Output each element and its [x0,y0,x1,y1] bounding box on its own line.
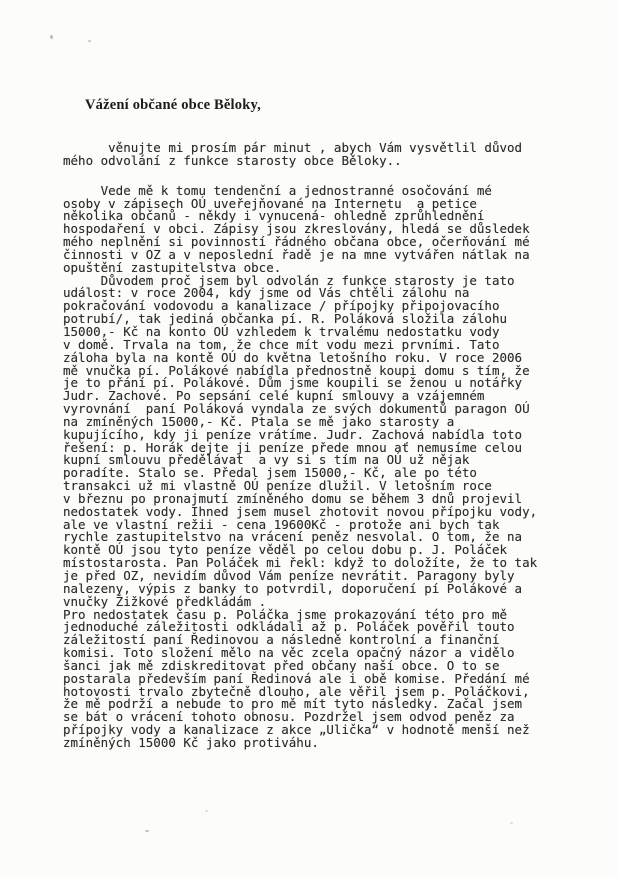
letter-line: hospodaření v obci. Zápisy jsou zkreslovány, hledá se důsledek [63,221,530,237]
letter-line: komisi. Toto složení mělo na věc zcela opačný názor a vidělo [63,645,515,661]
letter-line: osoby v zápisech OÚ uveřejňované na Internetu a petice [63,195,477,211]
scan-speck [50,35,53,39]
letter-line: přípojky vody a kanalizace z akce „Ulička“ v hodnotě menší než [63,722,530,738]
letter-line: je před OZ, nevidím důvod Vám peníze nevrátit. Paragony byly [63,568,515,583]
letter-line: Vede mě k tomu tendenční a jednostranné osočování mé [63,182,492,198]
letter-line: záležitostí paní Ředinovou a následně kontrolní a finanční [63,632,500,648]
letter-line: zmíněných 15000 Kč jako protiváhu. [63,734,319,750]
letter-line: pokračování vodovodu a kanalizace / přípojky připojovacího [63,298,500,314]
letter-line: Důvodem proč jsem byl odvolán z funkce starosty je tato [63,272,515,288]
letter-line: vyrovnání paní Poláková vyndala ze svých dokumentů paragon OÚ [63,401,530,417]
letter-line: je to přání pí. Polákové. Dům jsme koupili se ženou u notářky [63,375,523,391]
letter-line: se bát o vrácení tohoto obnosu. Pozdržel jsem odvod peněz za [63,709,515,725]
letter-line: kupní smlouvu předělávat a vy si s tím na OÚ už nějak [63,452,470,468]
scan-speck [510,822,513,824]
letter-body [63,142,537,750]
letter-salutation: Vážení občané obce Běloky, [85,97,261,113]
letter-line: mého odvolání z funkce starosty obce Běloky.. [63,152,402,168]
letter-line: potrubí/, tak jediná občanka pí. R. Poláková složila zálohu [63,311,508,327]
letter-line: několika občanů - někdy i vynucená- ohledně zprůhlednění [63,208,485,224]
letter-line: transakci už mi vlastně OÚ peníze dlužil. V letošním roce [63,478,492,494]
letter-line: mého neplnění si povinností řádného občana obce, očerňování mé [63,234,530,250]
letter-line: jednoduché záležitosti odkládali až p. Poláček pověřil touto [63,619,515,635]
letter-line: v domě. Trvala na tom, že chce mít vodu mezi prvními. Tato [63,336,500,352]
letter-line: záloha byla na kontě OÚ do května letošního roku. V roce 2006 [63,349,523,365]
letter-line: věnujte mi prosím pár minut , abych Vám vysvětlil důvod [63,140,523,155]
letter-line: mě vnučka pí. Polákové nabídla přednostně koupi domu s tím, že [63,362,530,378]
letter-line: místostarosta. Pan Poláček mi řekl: když to doložíte, že to tak [63,555,538,571]
letter-line: ale ve vlastní režii - cena 19600Kč - protože ani bych tak [63,516,500,532]
letter-line: postarala především paní Ředinová ale i obě komise. Předání mé [63,670,530,686]
letter-paragraph-reasons [63,182,537,275]
scan-speck [145,830,149,832]
letter-line: kontě OÚ jsou tyto peníze věděl po celou dobu p. J. Poláček [63,542,508,558]
letter-line: vnučky Žižkové předkládám . [63,593,267,609]
letter-line: kupujícího, kdy ji peníze vrátíme. Judr. Zachová nabídla toto [63,426,523,442]
letter-line: hotovosti trvalo zbytečně dlouho, ale věřil jsem p. Poláčkovi, [63,683,530,699]
scan-speck [205,810,208,812]
letter-paragraph-story [63,272,538,750]
letter-paragraph-intro [63,142,537,168]
letter-line: 15000,- Kč na konto OÚ vzhledem k trvalému nedostatku vody [63,323,500,339]
letter-line: že mě podrží a nebude to pro mě mít tyto následky. Začal jsem [63,696,523,712]
letter-line: na zmíněných 15000,- Kč. Ptala se mě jako starosty a [63,413,455,429]
letter-line: rychle zastupitelstvo na vrácení peněz nesvolal. O tom, že na [63,529,523,545]
letter-line: Judr. Zachové. Po sepsání celé kupní smlouvy a vzájemném [63,388,485,404]
letter-line: poradíte. Stalo se. Předal jsem 15000,- Kč, ale po této [63,465,477,481]
letter-line: řešení: p. Horák dejte ji peníze přede mnou ať nemusíme celou [63,439,523,455]
letter-line: opuštění zastupitelstva obce. [63,259,282,275]
letter-line: nalezeny, výpis z banky to potvrdil, doporučení pí Polákové a [63,580,523,596]
letter-line: šanci jak mě zdiskreditovat před občany naší obce. O to se [63,657,500,673]
letter-line: událost: v roce 2004, kdy jsme od Vás chtěli zálohu na [63,285,470,301]
letter-line: v březnu po pronajmutí zmíněného domu se během 3 dnů projevil [63,490,523,506]
letter-line: činnosti v OZ a v neposlední řadě je na mne vytvářen nátlak na [63,246,530,262]
letter-line: nedostatek vody. Ihned jsem musel zhotovit novou přípojku vody, [63,503,538,519]
scan-speck [88,40,91,42]
letter-line: Pro nedostatek času p. Poláčka jsme prokazování této pro mě [63,606,508,622]
